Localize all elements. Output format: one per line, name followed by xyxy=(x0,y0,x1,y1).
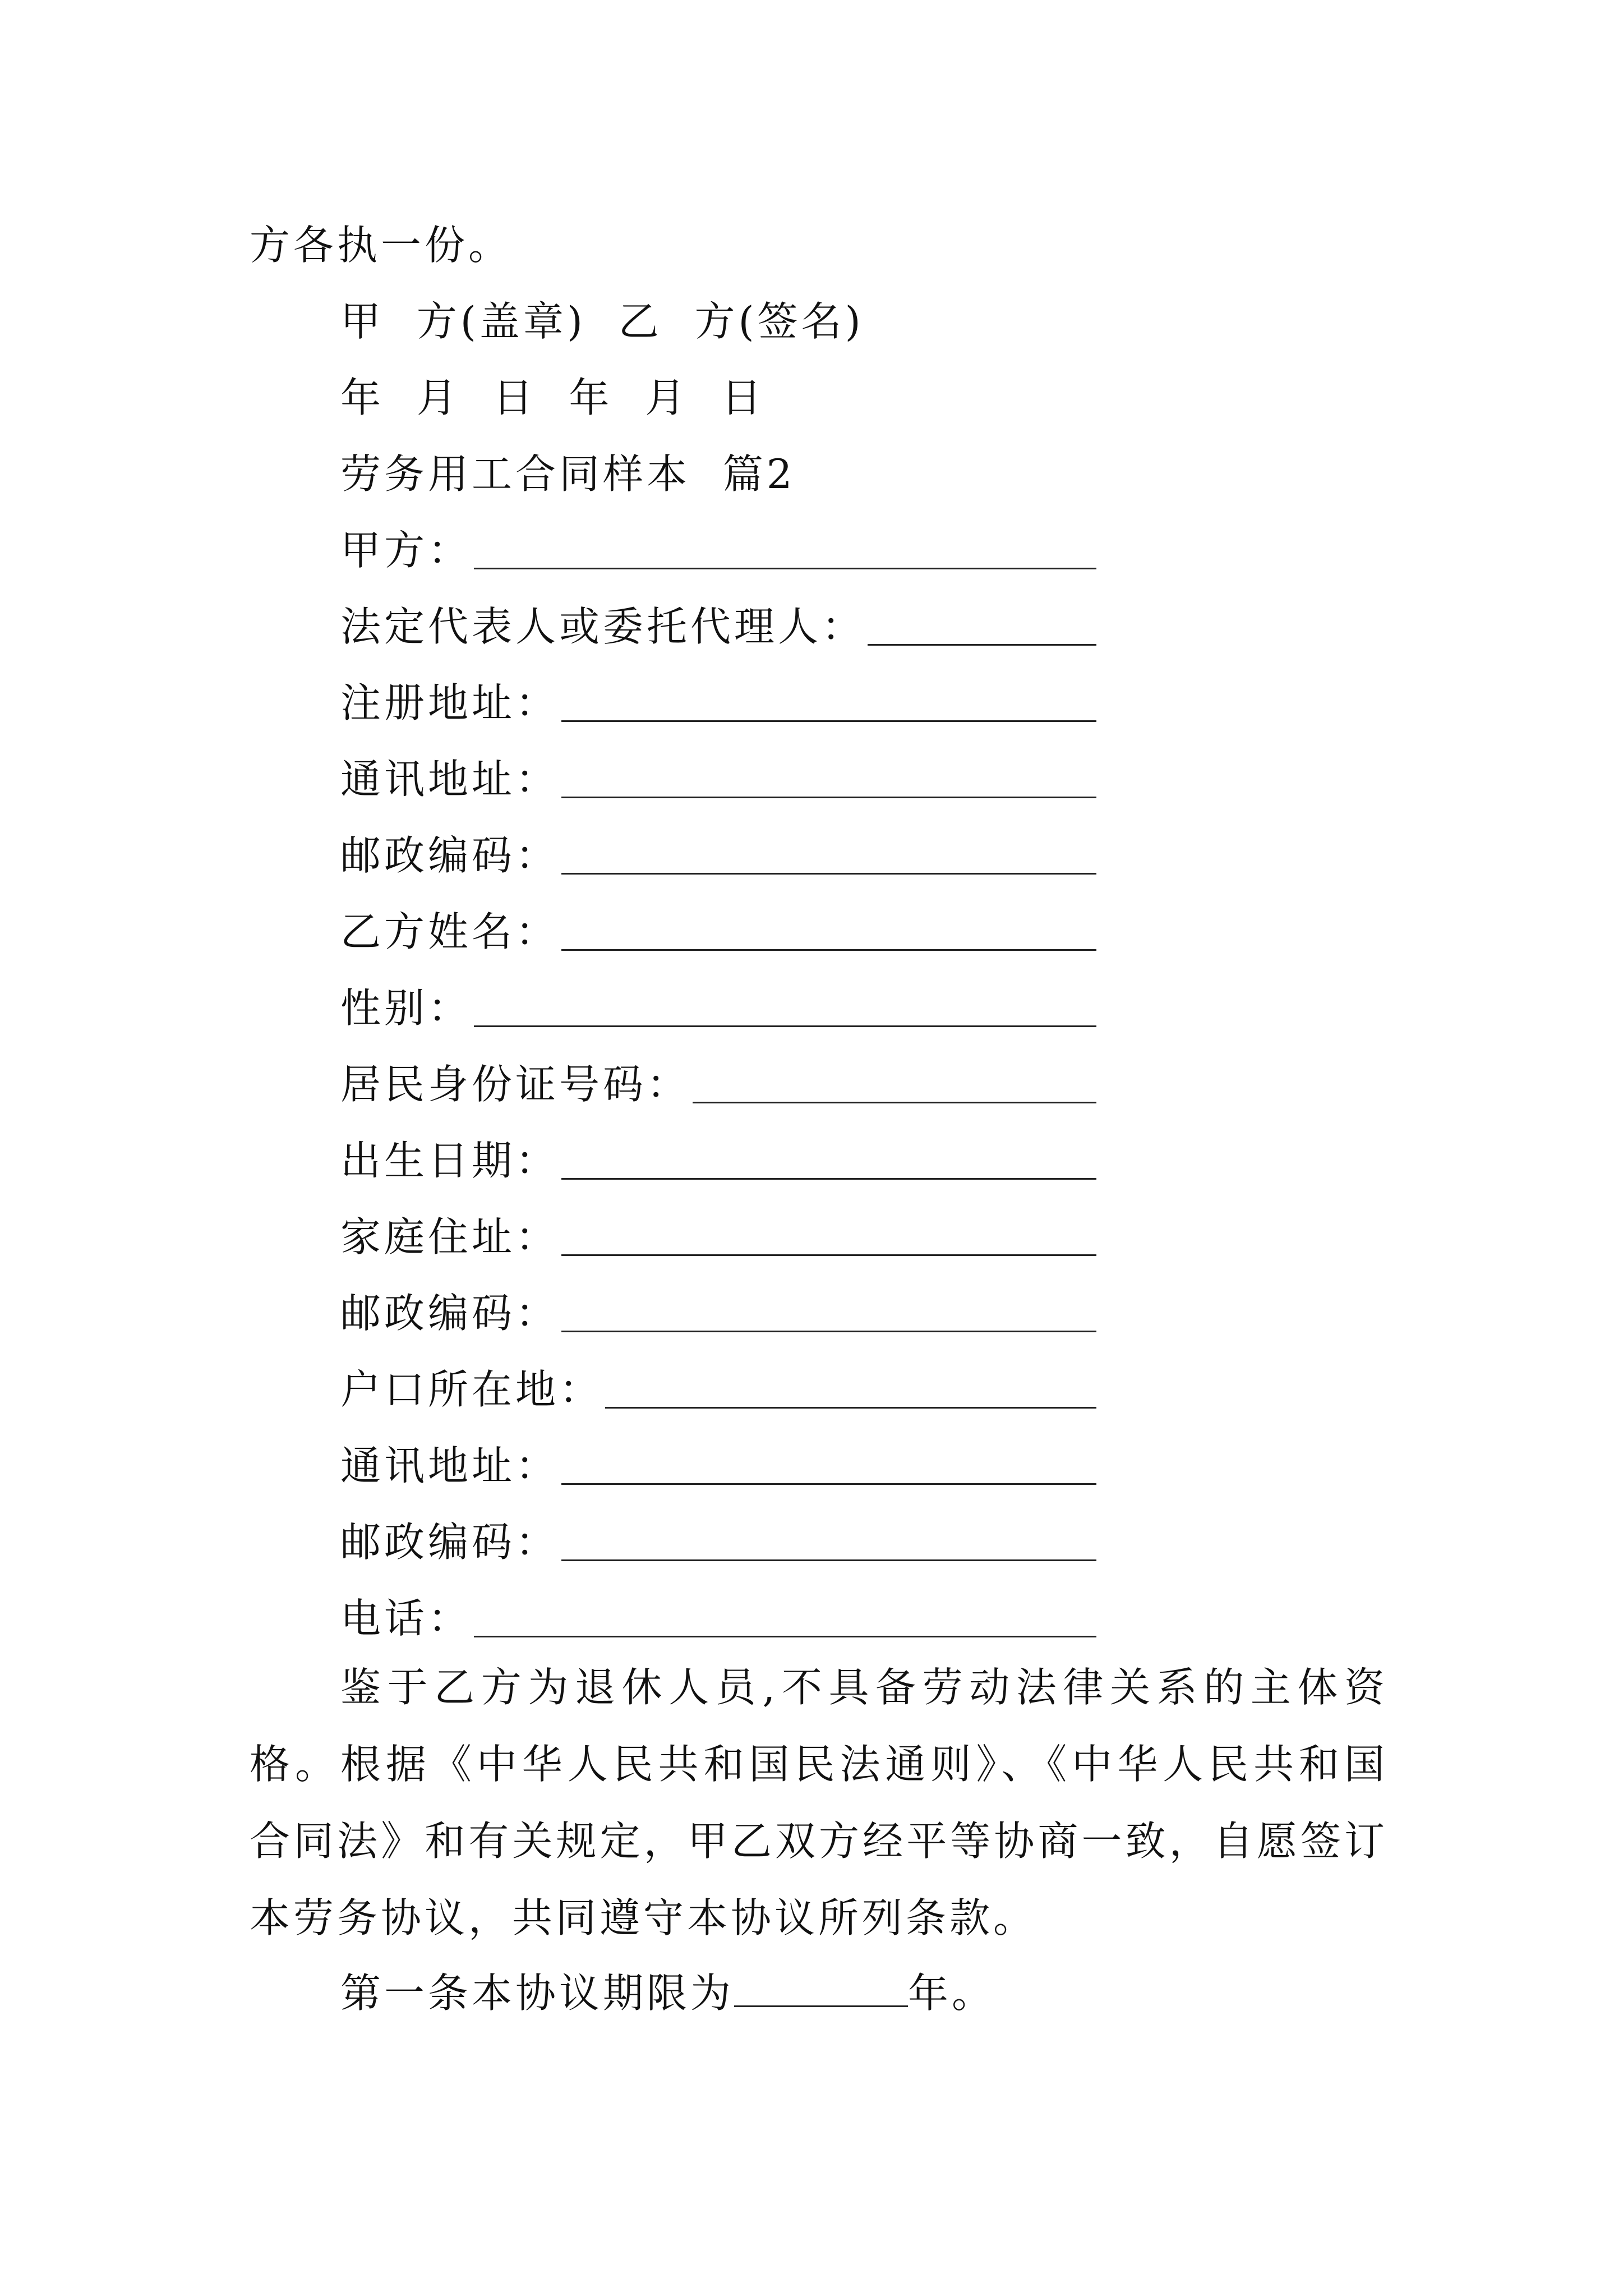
continuation-text: 方各执一份。 xyxy=(250,222,513,269)
field-label: 甲方： xyxy=(340,527,472,574)
field-blank-line[interactable] xyxy=(474,1636,1096,1637)
field-blank-line[interactable] xyxy=(561,1483,1096,1485)
form-field xyxy=(340,1438,1096,1494)
field-blank-line[interactable] xyxy=(561,949,1096,951)
date-line: 年 月 日 年 月 日 xyxy=(340,374,765,421)
field-blank-line[interactable] xyxy=(561,1254,1096,1256)
form-field xyxy=(340,751,1096,807)
field-label: 户口所在地： xyxy=(340,1366,603,1413)
field-blank-line[interactable] xyxy=(561,720,1096,722)
term-years-blank[interactable] xyxy=(734,1967,908,2007)
field-blank-line[interactable] xyxy=(605,1407,1096,1409)
form-field xyxy=(340,1285,1096,1341)
field-label: 居民身份证号码： xyxy=(340,1061,691,1108)
field-label: 通讯地址： xyxy=(340,1442,560,1489)
field-blank-line[interactable] xyxy=(561,797,1096,798)
field-label: 通讯地址： xyxy=(340,756,560,803)
form-field xyxy=(340,675,1096,731)
form-field xyxy=(340,1209,1096,1265)
form-field xyxy=(340,1056,1096,1112)
form-field xyxy=(340,904,1096,960)
field-label: 法定代表人或委托代理人： xyxy=(340,603,866,650)
form-field xyxy=(340,1514,1096,1570)
field-blank-line[interactable] xyxy=(561,1331,1096,1332)
field-blank-line[interactable] xyxy=(474,1025,1096,1027)
field-label: 家庭住址： xyxy=(340,1213,560,1260)
field-label: 注册地址： xyxy=(340,679,560,726)
field-label: 邮政编码： xyxy=(340,1519,560,1566)
field-blank-line[interactable] xyxy=(474,568,1096,569)
form-field xyxy=(340,599,1096,655)
form-field xyxy=(340,1590,1096,1646)
field-label: 乙方姓名： xyxy=(340,908,560,955)
field-blank-line[interactable] xyxy=(693,1102,1096,1103)
field-label: 电话： xyxy=(340,1595,472,1642)
field-blank-line[interactable] xyxy=(561,873,1096,875)
field-label: 出生日期： xyxy=(340,1137,560,1184)
form-field xyxy=(340,1361,1096,1418)
form-field xyxy=(340,1133,1096,1189)
field-label: 性别： xyxy=(340,984,472,1032)
form-field xyxy=(340,980,1096,1036)
field-blank-line[interactable] xyxy=(868,644,1096,646)
article-1-text: 第一条本协议期限为 xyxy=(340,1970,735,2017)
form-field xyxy=(340,827,1096,884)
preamble-paragraph: 鉴于乙方为退休人员,不具备劳动法律关系的主体资格。根据《中华人民共和国民法通则》、《中华人民共和国合同法》和有关规定，甲乙双方经平等协商一致，自愿签订本劳务协议，共同遵守本协议所列条款。 xyxy=(250,1664,1388,1941)
field-label: 邮政编码： xyxy=(340,1290,560,1337)
field-blank-line[interactable] xyxy=(561,1178,1096,1180)
field-label: 邮政编码： xyxy=(340,832,560,879)
field-blank-line[interactable] xyxy=(561,1559,1096,1561)
article-1 xyxy=(340,1965,995,2021)
form-field xyxy=(340,522,1096,578)
signature-line: 甲 方(盖章) 乙 方(签名) xyxy=(340,298,864,345)
section-title: 劳务用工合同样本 篇2 xyxy=(340,450,796,498)
article-1-suffix: 年。 xyxy=(908,1970,996,2017)
